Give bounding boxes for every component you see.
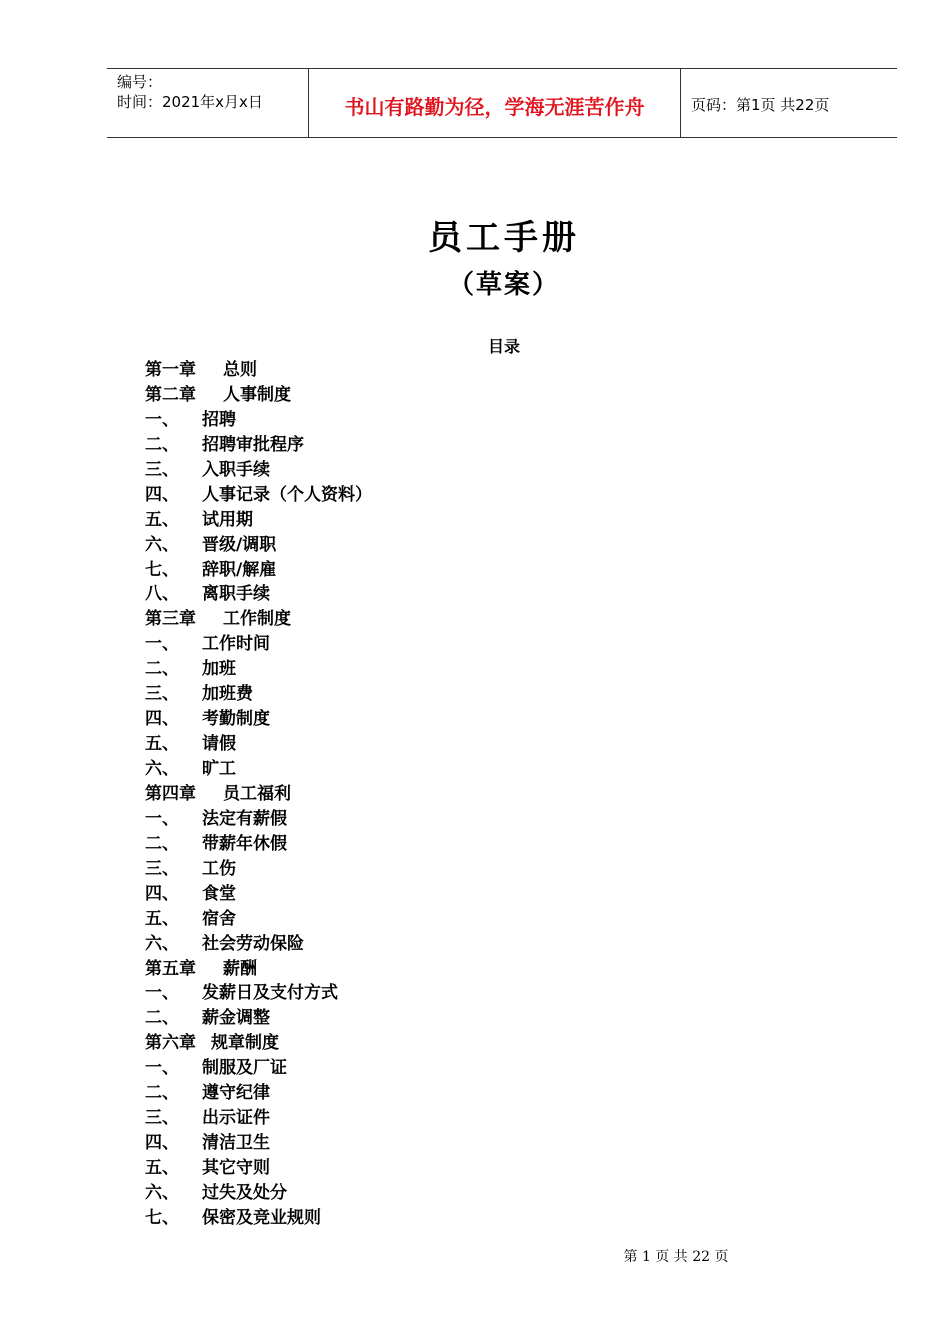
toc-item[interactable] xyxy=(145,782,372,807)
toc-item-label: 工作时间 xyxy=(202,634,270,655)
toc-heading: 目录 xyxy=(487,337,520,356)
toc-item-number: 第六章 xyxy=(145,1033,196,1054)
toc-item[interactable] xyxy=(145,508,372,533)
toc-item-label: 过失及处分 xyxy=(202,1182,287,1203)
toc-item[interactable] xyxy=(145,1006,372,1031)
toc-item-number: 一、 xyxy=(145,634,179,655)
header-page-info: 页码：第1页 共22页 xyxy=(691,95,830,114)
toc-item-number: 二、 xyxy=(145,1083,179,1104)
toc-item-number: 四、 xyxy=(145,883,179,904)
table-of-contents xyxy=(145,358,372,1231)
header-meta xyxy=(107,69,309,137)
toc-item-number: 二、 xyxy=(145,434,179,455)
toc-item-label: 社会劳动保险 xyxy=(202,933,304,954)
toc-item-number: 七、 xyxy=(145,1207,179,1228)
toc-item-label: 法定有薪假 xyxy=(202,808,287,829)
toc-item-label: 加班 xyxy=(202,659,236,680)
toc-item-label: 辞职/解雇 xyxy=(202,559,277,580)
toc-item-label: 请假 xyxy=(202,734,236,755)
toc-item[interactable] xyxy=(145,807,372,832)
toc-item[interactable] xyxy=(145,707,372,732)
toc-item[interactable] xyxy=(145,533,372,558)
toc-item[interactable] xyxy=(145,1131,372,1156)
toc-item[interactable] xyxy=(145,657,372,682)
toc-item-label: 薪金调整 xyxy=(202,1008,270,1029)
toc-item[interactable] xyxy=(145,383,372,408)
toc-item-label: 宿舍 xyxy=(202,908,236,929)
document-title: 员工手册 xyxy=(428,218,580,258)
toc-item[interactable] xyxy=(145,1081,372,1106)
toc-item[interactable] xyxy=(145,408,372,433)
toc-item-label: 人事制度 xyxy=(223,384,291,405)
toc-item[interactable] xyxy=(145,607,372,632)
toc-item-label: 招聘 xyxy=(202,409,236,430)
document-time-label: 时间：2021年x月x日 xyxy=(117,93,263,111)
toc-item[interactable] xyxy=(145,981,372,1006)
toc-item-number: 六、 xyxy=(145,933,179,954)
toc-item-label: 入职手续 xyxy=(202,459,270,480)
toc-item-label: 旷工 xyxy=(202,759,236,779)
toc-item-label: 总则 xyxy=(223,360,257,380)
document-number-label: 编号： xyxy=(117,73,163,91)
toc-item[interactable] xyxy=(145,358,372,383)
toc-item[interactable] xyxy=(145,907,372,932)
toc-item-label: 员工福利 xyxy=(223,783,291,804)
toc-item[interactable] xyxy=(145,1106,372,1131)
toc-item-number: 一、 xyxy=(145,983,179,1004)
toc-item-number: 三、 xyxy=(145,858,179,879)
toc-item-number: 五、 xyxy=(145,509,179,530)
toc-item-number: 一、 xyxy=(145,808,179,829)
toc-item[interactable] xyxy=(145,757,372,782)
toc-item-number: 四、 xyxy=(145,484,179,505)
toc-item[interactable] xyxy=(145,582,372,607)
toc-item-label: 工伤 xyxy=(202,858,236,879)
toc-item-number: 第四章 xyxy=(145,783,196,804)
toc-item[interactable] xyxy=(145,483,372,508)
toc-item-number: 三、 xyxy=(145,684,179,705)
page-header xyxy=(107,68,897,138)
toc-item[interactable] xyxy=(145,433,372,458)
toc-item[interactable] xyxy=(145,682,372,707)
toc-item-number: 六、 xyxy=(145,534,179,555)
toc-item-label: 工作制度 xyxy=(223,609,291,630)
toc-item-label: 制服及厂证 xyxy=(202,1058,287,1079)
toc-item-number: 第三章 xyxy=(145,609,196,630)
toc-item-label: 离职手续 xyxy=(202,584,270,605)
toc-item-number: 六、 xyxy=(145,759,179,779)
toc-item[interactable] xyxy=(145,632,372,657)
toc-item-number: 一、 xyxy=(145,409,179,430)
toc-item-label: 食堂 xyxy=(202,883,236,904)
toc-item[interactable] xyxy=(145,957,372,982)
toc-item-number: 八、 xyxy=(145,584,179,605)
toc-item[interactable] xyxy=(145,857,372,882)
toc-item-label: 人事记录（个人资料） xyxy=(202,484,372,505)
toc-item-label: 招聘审批程序 xyxy=(202,434,304,455)
toc-item[interactable] xyxy=(145,832,372,857)
toc-item[interactable] xyxy=(145,1156,372,1181)
toc-item-label: 薪酬 xyxy=(223,958,257,979)
toc-item-number: 第一章 xyxy=(145,360,196,380)
header-motto: 书山有路勤为径，学海无涯苦作舟 xyxy=(309,69,681,137)
toc-item-number: 三、 xyxy=(145,459,179,480)
toc-item[interactable] xyxy=(145,1181,372,1206)
toc-item-label: 其它守则 xyxy=(202,1158,270,1178)
toc-item-label: 试用期 xyxy=(202,509,253,530)
toc-item-number: 四、 xyxy=(145,1133,179,1154)
toc-item-label: 出示证件 xyxy=(202,1108,270,1129)
toc-item-number: 三、 xyxy=(145,1108,179,1129)
toc-item[interactable] xyxy=(145,458,372,483)
toc-item-number: 一、 xyxy=(145,1058,179,1079)
toc-item-number: 六、 xyxy=(145,1182,179,1203)
toc-item-number: 五、 xyxy=(145,1158,179,1178)
toc-item-label: 考勤制度 xyxy=(202,709,270,730)
toc-item-label: 发薪日及支付方式 xyxy=(202,983,338,1004)
toc-item[interactable] xyxy=(145,1206,372,1231)
toc-item-label: 加班费 xyxy=(202,684,253,705)
toc-item-number: 五、 xyxy=(145,908,179,929)
toc-item-number: 二、 xyxy=(145,659,179,680)
toc-item-label: 晋级/调职 xyxy=(202,534,277,555)
toc-item[interactable] xyxy=(145,882,372,907)
toc-item-label: 遵守纪律 xyxy=(202,1083,270,1104)
toc-item-label: 规章制度 xyxy=(211,1033,279,1054)
toc-item-number: 七、 xyxy=(145,559,179,580)
toc-item-label: 清洁卫生 xyxy=(202,1133,270,1154)
toc-item[interactable] xyxy=(145,1056,372,1081)
document-subtitle: （草案） xyxy=(447,270,560,300)
page-footer: 第 1 页 共 22 页 xyxy=(623,1249,729,1265)
toc-item[interactable] xyxy=(145,558,372,583)
toc-item-number: 五、 xyxy=(145,734,179,755)
toc-item-number: 四、 xyxy=(145,709,179,730)
toc-item[interactable] xyxy=(145,1031,372,1056)
toc-item[interactable] xyxy=(145,732,372,757)
toc-item-label: 保密及竞业规则 xyxy=(202,1207,321,1228)
toc-item[interactable] xyxy=(145,932,372,957)
toc-item-number: 二、 xyxy=(145,833,179,854)
toc-item-number: 二、 xyxy=(145,1008,179,1029)
toc-item-number: 第二章 xyxy=(145,384,196,405)
toc-item-label: 带薪年休假 xyxy=(202,833,287,854)
toc-item-number: 第五章 xyxy=(145,958,196,979)
